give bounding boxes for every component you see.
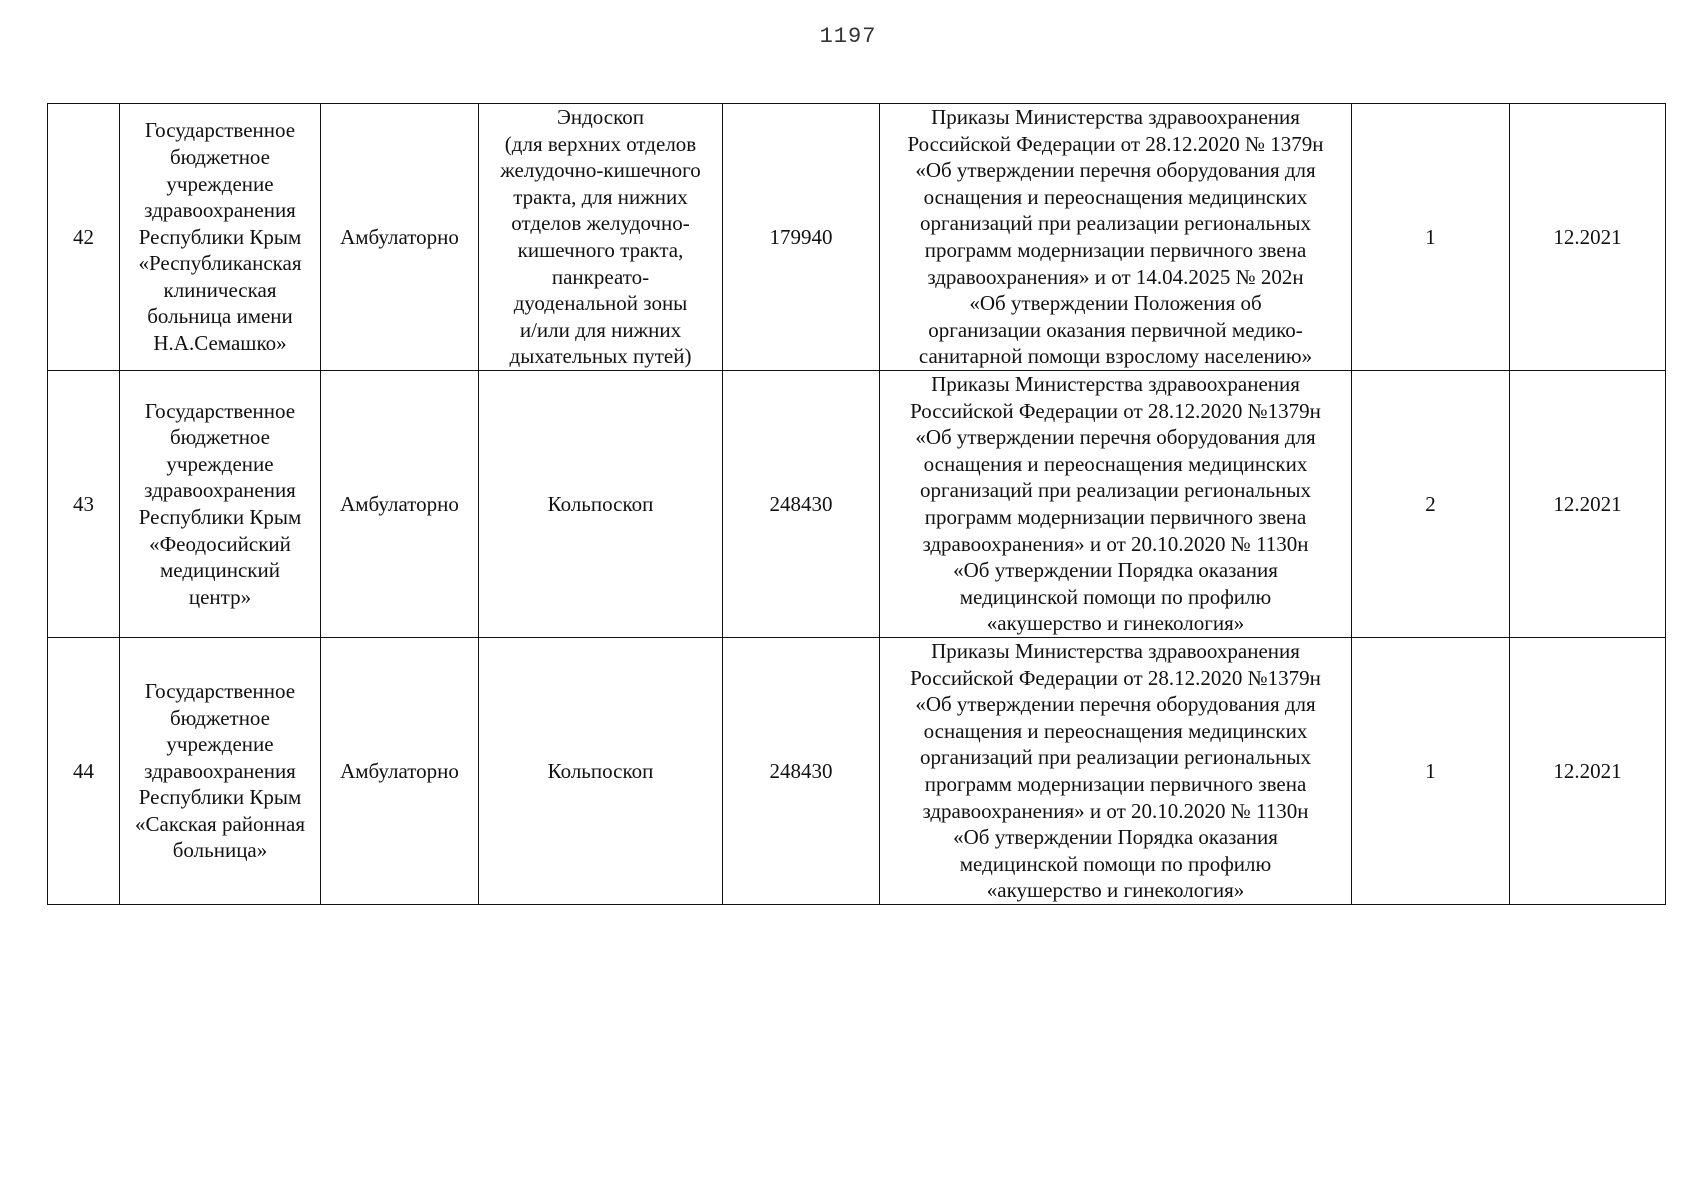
table-row xyxy=(48,371,1666,638)
equipment-text: Кольпоскоп xyxy=(547,491,654,516)
legal-basis-text: Приказы Министерства здравоохранения Российской Федерации от 28.12.2020 № 1379н «Об утверждении перечня оборудования для оснащения и переоснащения медицинских организаций при реализации региональных программ модернизации первичного звена здравоохранения» и от 14.04.2025 № 202н «Об утверждении Положения об организации оказания первичной медико- санитарной помощи взрослому населению» xyxy=(907,105,1324,369)
page-number: 1197 xyxy=(819,24,877,49)
date-cell: 12.2021 xyxy=(1510,371,1666,638)
care-type-cell: Амбулаторно xyxy=(321,371,479,638)
date-cell: 12.2021 xyxy=(1510,104,1666,371)
equipment-cell xyxy=(479,371,723,638)
row-number: 44 xyxy=(48,638,120,905)
legal-basis-cell xyxy=(880,104,1352,371)
legal-basis-text: Приказы Министерства здравоохранения Российской Федерации от 28.12.2020 №1379н «Об утверждении перечня оборудования для оснащения и переоснащения медицинских организаций при реализации региональных программ модернизации первичного звена здравоохранения» и от 20.10.2020 № 1130н «Об утверждении Порядка оказания медицинской помощи по профилю «акушерство и гинекология» xyxy=(910,639,1321,903)
row-number: 43 xyxy=(48,371,120,638)
care-type-cell: Амбулаторно xyxy=(321,638,479,905)
legal-basis-cell xyxy=(880,371,1352,638)
date-cell: 12.2021 xyxy=(1510,638,1666,905)
table-row xyxy=(48,638,1666,905)
equipment-table xyxy=(47,103,1666,905)
legal-basis-text: Приказы Министерства здравоохранения Российской Федерации от 28.12.2020 №1379н «Об утверждении перечня оборудования для оснащения и переоснащения медицинских организаций при реализации региональных программ модернизации первичного звена здравоохранения» и от 20.10.2020 № 1130н «Об утверждении Порядка оказания медицинской помощи по профилю «акушерство и гинекология» xyxy=(910,372,1321,636)
organization-text: Государственное бюджетное учреждение здравоохранения Республики Крым «Сакская районная больница» xyxy=(135,678,305,863)
price-cell: 248430 xyxy=(723,638,880,905)
organization-text: Государственное бюджетное учреждение здравоохранения Республики Крым «Феодосийский медицинский центр» xyxy=(138,398,302,609)
equipment-cell xyxy=(479,638,723,905)
price-cell: 179940 xyxy=(723,104,880,371)
care-type-cell: Амбулаторно xyxy=(321,104,479,371)
equipment-text: Кольпоскоп xyxy=(547,758,654,783)
organization-text: Государственное бюджетное учреждение здравоохранения Республики Крым «Республиканская клиническая больница имени Н.А.Семашко» xyxy=(138,118,302,356)
row-number: 42 xyxy=(48,104,120,371)
organization-cell xyxy=(120,104,321,371)
equipment-text: Эндоскоп (для верхних отделов желудочно-кишечного тракта, для нижних отделов желудочно- кишечного тракта, панкреато- дуоденальной зоны и/или для нижних дыхательных путей) xyxy=(500,105,701,369)
table-row xyxy=(48,104,1666,371)
equipment-cell xyxy=(479,104,723,371)
quantity-cell: 1 xyxy=(1352,104,1510,371)
legal-basis-cell xyxy=(880,638,1352,905)
organization-cell xyxy=(120,371,321,638)
quantity-cell: 2 xyxy=(1352,371,1510,638)
organization-cell xyxy=(120,638,321,905)
quantity-cell: 1 xyxy=(1352,638,1510,905)
price-cell: 248430 xyxy=(723,371,880,638)
